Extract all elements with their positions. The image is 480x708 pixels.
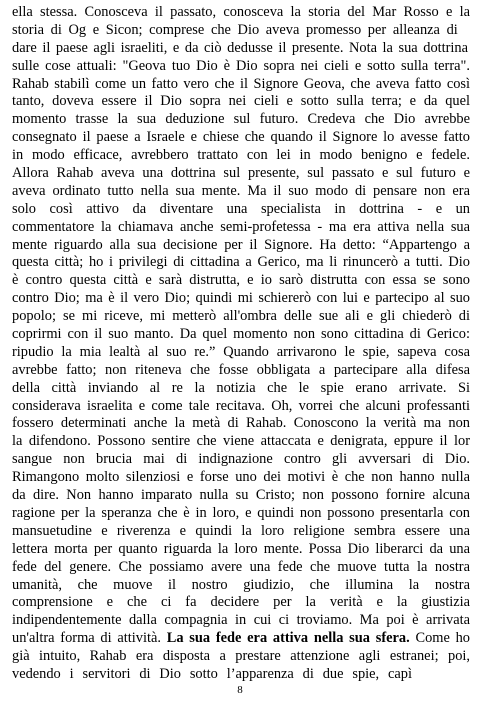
text-line: la difendono. Possono sentire che viene attaccata e denigrata, eppure il lor [12,433,470,450]
text-line: storia di Og e Sicon; comprese che Dio aveva promesso per alleanza di [12,21,458,38]
text-line: mansuetudine e riverenza e quindi la loro religione sembra essere una [12,522,470,539]
text-line: mente riguardo alla sua decisione per il Signore. Ha detto: “Appartengo a [12,236,470,253]
text-line: già intuito, Rahab era disposta a prestare attenzione agli estranei; poi, [12,648,470,665]
text-line: consegnato il paese a Israele e chiese che quando il Signore lo avesse fatto [12,129,470,146]
text-line: sangue non brucia mai di indignazione contro gli avversari di Dio. [12,451,470,468]
text-line: momento trasse la sua deduzione sul futuro. Credeva che Dio avrebbe [12,111,470,128]
text-line: della città inviando al re la notizia che le spie erano arrivate. Si [12,379,470,396]
text-line: fossero determinati anche la metà di Rahab. Conoscono la verità ma non [12,415,470,432]
text-line: questa città; ho i privilegi di cittadina a Gerico, ma li rinuncerò a tutti. Dio [12,254,470,271]
text-line: avrebbe fatto; non riteneva che fosse obbligata a partecipare alla difesa [12,361,470,378]
text-line: Allora Rahab aveva una dottrina sul presente, sul passato e sul futuro e [12,165,470,182]
text-line: lettera morta per quanto riguarda la loro mente. Possa Dio liberarci da una [12,540,470,557]
text-line: popolo; se mi riceve, mi metterò all'ombra delle sue ali e gli chiederò di [12,308,470,325]
text-line: ragione per la speranza che è in loro, e quindi non possono presentarla con [12,504,470,521]
text-line: dare il paese agli israeliti, e da ciò dedusse il presente. Nota la sua dottrina [12,39,469,56]
text-line: è contro questa città e sarà distrutta, e io sarò distrutta con essa se sono [12,272,470,289]
text-line: vedendo i servitori di Dio sotto l’apparenza di due spie, capì [12,665,412,682]
text-line: commentatore la chiamava anche semi-profetessa - ma era attiva nella sua [12,218,470,235]
text-line: aveva ordinato tutto nella sua mente. Ma il suo modo di pensare non era [12,182,470,199]
text-line: Rimangono molto silenziosi e forse uno dei motivi è che non hanno nulla [12,469,470,486]
text-line: indipendentemente dalla compagnia in cui ci troviamo. Ma poi è arrivata [12,612,470,629]
body-text [12,4,470,684]
text-line: un'altra forma di attività. La sua fede era attiva nella sua sfera. Come ho [12,630,470,647]
text-line: fede del genere. Che possiamo avere una fede che muove tutta la nostra [12,558,470,575]
text-line: Rahab stabilì come un fatto vero che il Signore Geova, che aveva fatto così [12,75,470,92]
text-line: coprirmi con il suo manto. Da quel momento non sono cittadina di Gerico: [12,326,470,343]
text-line: da dire. Non hanno imparato nulla su Cristo; non possono fornire alcuna [12,487,470,504]
text-line: considerava israelita e come tale recitava. Oh, vorrei che alcuni professanti [12,397,470,414]
text-line: contro Dio; ma è il vero Dio; quindi mi schiererò con lui e partecipo al suo [12,290,470,307]
text-line: in modo efficace, avrebbero trattato con lei in modo benigno e fedele. [12,147,470,164]
text-line: sulle cose attuali: "Geova tuo Dio è Dio sopra nei cieli e sotto sulla terra". [12,57,470,74]
text-line: ripudio la mia lealtà al suo re.” Quando arrivarono le spie, sapeva cosa [12,343,470,360]
text-line: ella stessa. Conosceva il passato, conosceva la storia del Mar Rosso e la [12,4,470,20]
page-number: 8 [237,684,243,696]
bold-phrase: La sua fede era attiva nella sua sfera. [166,630,410,647]
text-line: tanto, doveva essere il Dio sopra nei cieli e sotto sulla terra; e da quel [12,93,470,110]
text-line: comprensione e che ci fa decidere per la verità e la giustizia [12,594,470,611]
text-line: umanità, che muove il nostro giudizio, che illumina la nostra [12,576,470,593]
text-line: solo così attivo da diventare una specialista in dottrina - e un [12,200,470,217]
